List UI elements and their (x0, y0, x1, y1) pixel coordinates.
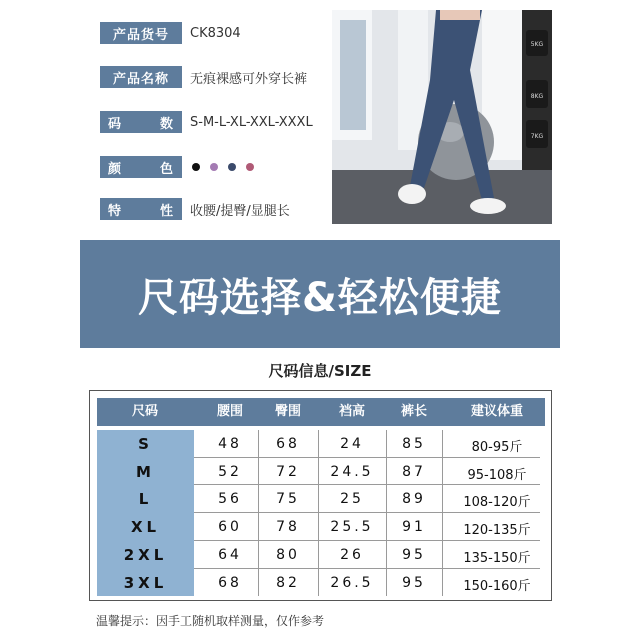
table-cell: 80-95斤 (471, 440, 523, 455)
column-divider (258, 430, 259, 596)
table-size-cell: L (138, 490, 153, 509)
color-swatch (246, 163, 254, 171)
column-divider (318, 430, 319, 596)
spec-label-color-a: 颜 (108, 161, 123, 177)
table-cell: 95 (402, 546, 426, 563)
size-table-title: 尺码信息/SIZE (268, 362, 372, 380)
table-header-cell: 建议体重 (470, 404, 523, 419)
table-cell: 150-160斤 (463, 578, 531, 594)
spec-value-feature: 收腰/提臀/显腿长 (190, 203, 290, 219)
table-size-cell: 2XL (123, 545, 168, 564)
table-cell: 80 (276, 546, 300, 563)
table-cell: 95 (402, 574, 426, 591)
spec-label-feature (100, 198, 182, 220)
table-cell: 48 (218, 436, 242, 452)
row-divider (194, 484, 540, 485)
table-cell: 26 (340, 546, 364, 563)
column-divider (442, 430, 443, 596)
plate-label: 5KG (530, 41, 544, 48)
size-column (97, 430, 194, 596)
table-cell: 82 (276, 574, 300, 591)
spec-name (100, 66, 307, 88)
row-divider (194, 457, 540, 458)
spec-value-size: S-M-L-XL-XXL-XXXL (190, 114, 313, 130)
table-cell: 135-150斤 (463, 550, 531, 566)
banner-text: 尺码选择&轻松便捷 (138, 274, 502, 321)
table-cell: 25 (340, 491, 364, 508)
table-header-cell: 腰围 (216, 404, 243, 419)
row-divider (194, 512, 540, 513)
table-cell: 78 (276, 519, 300, 536)
spec-value-name: 无痕裸感可外穿长裤 (190, 71, 308, 87)
spec-label-color-b: 色 (159, 161, 174, 177)
table-cell: 91 (402, 519, 426, 536)
spec-item-no (100, 22, 241, 44)
product-photo-illustration (332, 10, 552, 224)
spec-label-size (100, 111, 182, 133)
spec-size (100, 111, 313, 133)
spec-label-feature-b: 性 (159, 203, 174, 219)
table-size-cell: 3XL (123, 573, 168, 592)
table-cell: 85 (402, 436, 426, 452)
table-cell: 95-108斤 (467, 467, 527, 483)
table-size-cell: S (138, 435, 153, 453)
product-photo (332, 10, 552, 224)
spec-label-feature-a: 特 (108, 203, 123, 219)
table-header-cell: 裆高 (338, 404, 365, 419)
spec-label-item-no: 产品货号 (100, 22, 182, 44)
table-cell: 26.5 (330, 574, 374, 591)
table-cell: 120-135斤 (463, 523, 531, 539)
color-swatches (192, 163, 254, 171)
spec-label-size-b: 数 (159, 116, 174, 132)
table-cell: 108-120斤 (463, 495, 531, 511)
table-cell: 60 (218, 519, 242, 536)
spec-value-item-no: CK8304 (190, 25, 241, 41)
size-guide-banner (80, 240, 560, 348)
spec-label-color (100, 156, 182, 178)
spec-feature (100, 198, 290, 220)
table-cell: 52 (218, 463, 242, 480)
table-cell: 89 (402, 491, 426, 508)
row-divider (194, 540, 540, 541)
table-cell: 68 (218, 574, 242, 591)
color-swatch (210, 163, 218, 171)
table-size-cell: M (136, 462, 155, 481)
table-cell: 25.5 (330, 519, 374, 536)
spec-color (100, 156, 254, 178)
plate-label: 8KG (530, 93, 544, 100)
spec-label-size-a: 码 (108, 116, 123, 132)
table-cell: 87 (402, 463, 426, 480)
table-cell: 75 (276, 491, 300, 508)
table-cell: 24.5 (330, 463, 374, 480)
plate-label: 7KG (530, 133, 544, 140)
table-cell: 24 (340, 436, 364, 452)
table-cell: 64 (218, 546, 242, 563)
table-header-cell: 尺码 (131, 404, 158, 419)
color-swatch (228, 163, 236, 171)
table-header-cell: 臀围 (274, 404, 301, 419)
table-cell: 68 (276, 436, 300, 452)
color-swatch (192, 163, 200, 171)
table-cell: 72 (276, 463, 300, 480)
measurement-note: 温馨提示：因手工随机取样测量，仅作参考 (96, 614, 325, 628)
table-cell: 56 (218, 491, 242, 508)
table-size-cell: XL (130, 518, 161, 537)
row-divider (194, 568, 540, 569)
column-divider (386, 430, 387, 596)
spec-label-name: 产品名称 (100, 66, 182, 88)
table-header-cell: 裤长 (400, 404, 427, 419)
